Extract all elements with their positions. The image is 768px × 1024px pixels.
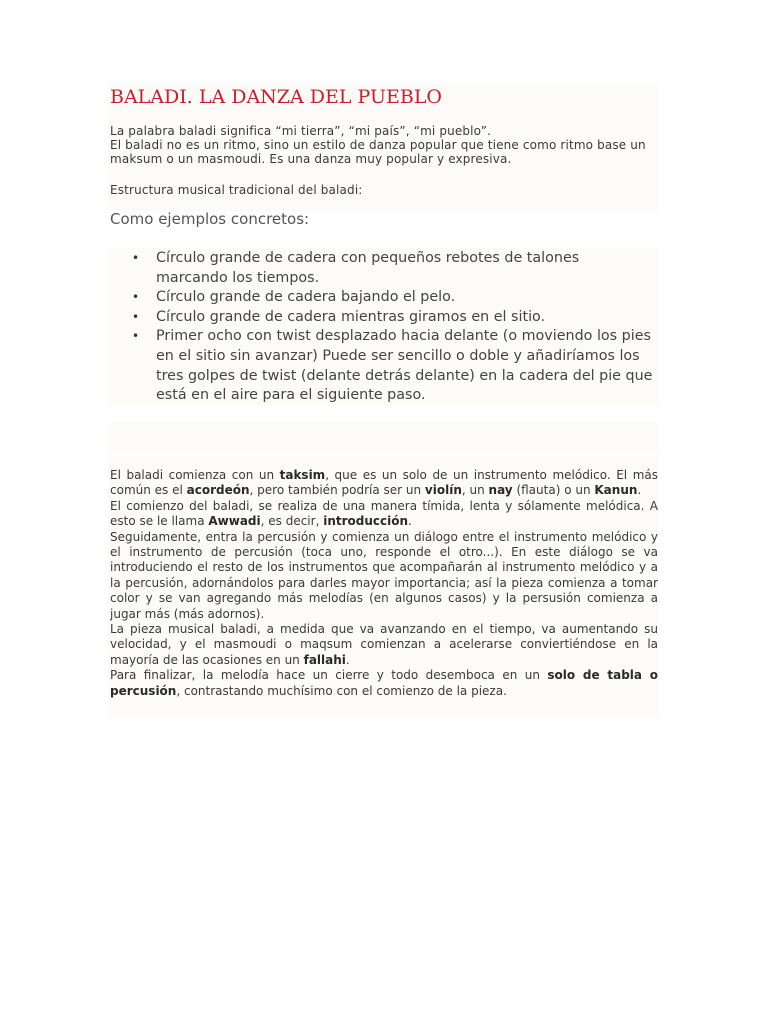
term-introduccion: introducción [323, 514, 409, 529]
intro-text [110, 124, 656, 166]
list-item [110, 288, 655, 308]
paragraph-velocidad: La pieza musical baladi, a medida que va avanzando en el tiempo, va aumentando su velocidad, y el masmoudi o maqsum comienzan a acelerarse conviertiéndose en la mayoría de las ocasiones en un fallahi. [110, 622, 658, 667]
term-taksim: taksim [279, 468, 326, 482]
list-item [110, 327, 655, 405]
list-item [110, 308, 655, 328]
list-item-text: Primer ocho con twist desplazado hacia delante (o moviendo los pies en el sitio sin avanzar) Puede ser sencillo o doble y añadiríamos los tres golpes de twist (delante detrás delante) en la cadera del pie que está en el aire para el siguiente paso. [156, 328, 653, 404]
paragraph-taksim: El baladi comienza con un taksim, que es un solo de un instrumento melódico. El más común es el acordeón, pero también podría ser un violín, un nay (flauta) o un Kanun. [110, 468, 658, 498]
list-item-text: Círculo grande de cadera con pequeños rebotes de talones marcando los tiempos. [156, 250, 580, 286]
paragraph-dialogo: Seguidamente, entra la percusión y comienza un diálogo entre el instrumento melódico y el instrumento de percusión (toca uno, responde el otro...). En este diálogo se va introduciendo el resto de los instrumentos que acompañarán al instrumento melódico y a la percusión, adornándolos para darles mayor importancia; así la pieza comienza a tomar color y se van agregando más melodías (en algunos casos) y la persusión comienza a jugar más (más adornos). [110, 529, 658, 621]
list-item-text: Círculo grande de cadera bajando el pelo. [156, 289, 456, 306]
empty-block [108, 422, 658, 454]
page-title: BALADI. LA DANZA DEL PUEBLO [110, 86, 443, 108]
bullet-icon: • [132, 290, 140, 305]
term-nay: nay [488, 483, 513, 498]
term-acordeon: acordeón [186, 483, 250, 498]
estructura-heading: Estructura musical tradicional del baladi: [110, 183, 363, 197]
list-item [110, 249, 655, 288]
bullet-icon: • [132, 329, 140, 344]
intro-line-1: La palabra baladi significa “mi tierra”, “mi país”, “mi pueblo”. [110, 124, 492, 138]
term-solo-tabla: solo de tabla o percusión [110, 668, 659, 698]
bullet-icon: • [132, 251, 140, 265]
paragraph-final: Para finalizar, la melodía hace un cierre y todo desemboca en un solo de tabla o percusión, contrastando muchísimo con el comienzo de la pieza. [110, 668, 659, 698]
paragraph-awwadi: El comienzo del baladi, se realiza de una manera tímida, lenta y sólamente melódica. A esto se le llama Awwadi, es decir, introducción. [110, 498, 658, 529]
body-text [110, 468, 658, 699]
bullet-icon: • [132, 309, 140, 324]
ejemplos-heading: Como ejemplos concretos: [110, 210, 310, 228]
intro-line-2: El baladi no es un ritmo, sino un estilo de danza popular que tiene como ritmo base un maksum o un masmoudi. Es una danza muy popular y expresiva. [110, 138, 646, 166]
list-item-text: Círculo grande de cadera mientras giramos en el sitio. [156, 308, 546, 325]
term-awwadi: Awwadi [208, 514, 261, 529]
term-fallahi: fallahi [303, 652, 346, 667]
term-violin: violín [424, 483, 462, 498]
term-kanun: Kanun [594, 483, 638, 498]
examples-list [110, 249, 655, 406]
